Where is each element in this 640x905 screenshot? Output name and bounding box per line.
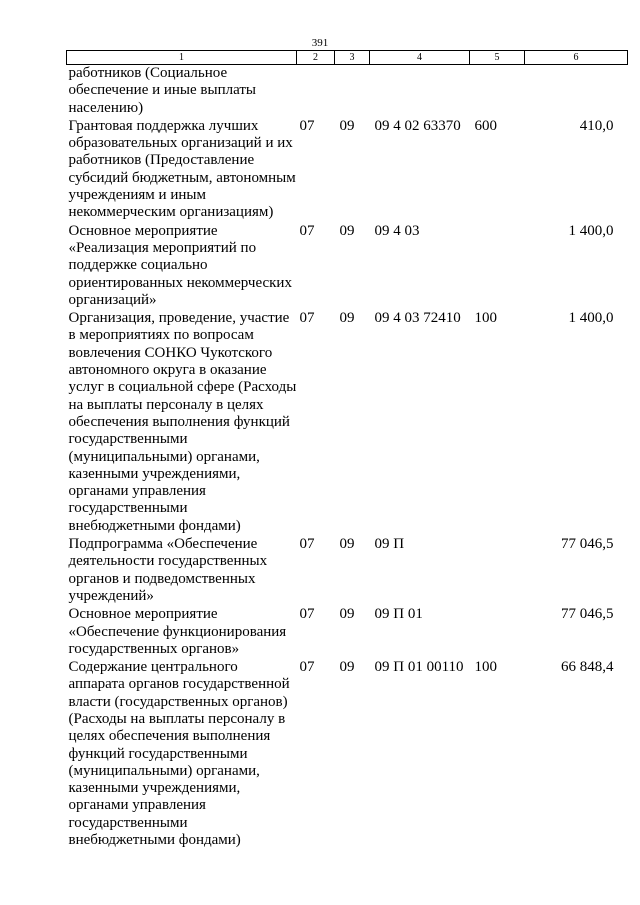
table-body: [67, 65, 628, 851]
row-amount: 66 848,4: [561, 659, 614, 676]
header-col-5: 5: [470, 51, 525, 65]
row-subsection: [335, 65, 370, 118]
row-subsection: 09: [339, 222, 355, 239]
row-article: 09 П 01: [374, 606, 423, 623]
table-row: [67, 65, 628, 118]
row-section: 07: [299, 606, 315, 623]
row-section: [297, 65, 335, 118]
header-col-1: 1: [67, 51, 297, 65]
row-section: 07: [299, 310, 315, 327]
page-number: 391: [311, 37, 329, 49]
row-expense-type: 600: [474, 117, 497, 134]
row-amount: [525, 65, 628, 118]
row-article: 09 П: [374, 536, 405, 553]
row-article: 09 4 02 63370: [374, 117, 461, 134]
row-section: 07: [299, 222, 315, 239]
row-expense-type: [470, 223, 525, 310]
row-name: Основное мероприятие «Реализация мероприятий по поддержке социально ориентированных некоммерческих организаций»: [68, 222, 292, 308]
row-section: 07: [299, 659, 315, 676]
row-article: [370, 65, 470, 118]
header-col-4: 4: [370, 51, 470, 65]
row-article: 09 П 01 00110: [374, 659, 464, 676]
row-section: 07: [299, 117, 315, 134]
header-col-3: 3: [335, 51, 370, 65]
row-expense-type: 100: [474, 659, 497, 676]
row-name: Основное мероприятие «Обеспечение функционирования государственных органов»: [68, 606, 287, 657]
header-col-2: 2: [297, 51, 335, 65]
table-row: [67, 606, 628, 659]
row-subsection: 09: [339, 659, 355, 676]
row-name: Организация, проведение, участие в мероприятиях по вопросам вовлечения СОНКО Чукотского автономного округа в оказание услуг в социальной сфере (Расходы на выплаты персоналу в целях обеспечения выполнения функций государственными (муниципальными) органами, казенными учреждениями, органами управления государственными внебюджетными фондами): [68, 310, 297, 534]
row-article: 09 4 03: [374, 222, 420, 239]
row-name: Грантовая поддержка лучших образовательных организаций и их работников (Предоставление субсидий бюджетным, автономным учреждениям и иным некоммерческим организациям): [68, 117, 296, 221]
row-amount: 77 046,5: [561, 536, 614, 553]
table-row: [67, 659, 628, 850]
row-subsection: 09: [339, 117, 355, 134]
row-amount: 1 400,0: [568, 222, 614, 239]
table-row: [67, 223, 628, 310]
budget-table: [66, 50, 628, 850]
row-amount: 1 400,0: [568, 310, 614, 327]
row-section: 07: [299, 536, 315, 553]
row-name: Содержание центрального аппарата органов государственной власти (государственных органов) (Расходы на выплаты персоналу в целях обеспечения выполнения функций государственными (муниципальными) органами, казенными учреждениями, органами управления государственными внебюджетными фондами): [68, 659, 290, 849]
row-amount: 410,0: [579, 117, 614, 134]
row-name: Подпрограмма «Обеспечение деятельности государственных органов и подведомственных учреждений»: [68, 536, 268, 604]
row-amount: 77 046,5: [561, 606, 614, 623]
row-article: 09 4 03 72410: [374, 310, 461, 327]
row-subsection: 09: [339, 310, 355, 327]
table-row: [67, 536, 628, 606]
header-col-6: 6: [525, 51, 628, 65]
table-row: [67, 118, 628, 223]
row-expense-type: [470, 536, 525, 606]
row-subsection: 09: [339, 536, 355, 553]
row-expense-type: 100: [474, 310, 497, 327]
header-row: [67, 51, 628, 65]
row-expense-type: [470, 606, 525, 659]
row-expense-type: [470, 65, 525, 118]
table-header: [67, 51, 628, 65]
row-subsection: 09: [339, 606, 355, 623]
table-row: [67, 310, 628, 536]
row-name: работников (Социальное обеспечение и иные выплаты населению): [68, 65, 256, 116]
